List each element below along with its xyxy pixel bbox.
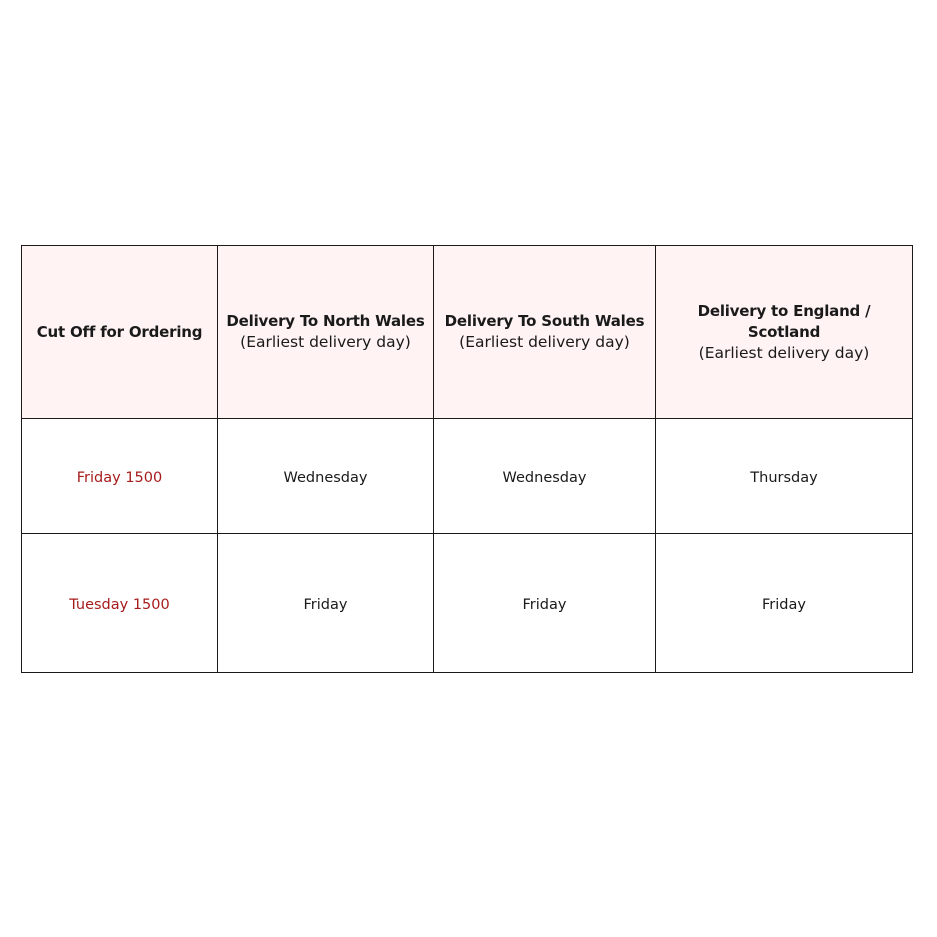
header-north-wales-subtitle: (Earliest delivery day) xyxy=(240,333,411,351)
england-scotland-cell xyxy=(656,419,913,534)
cutoff-value: Tuesday 1500 xyxy=(69,596,170,613)
england-scotland-value: Friday xyxy=(762,596,806,613)
header-cutoff-title: Cut Off for Ordering xyxy=(36,322,203,341)
table-header xyxy=(22,246,913,419)
header-england-scotland xyxy=(656,246,913,419)
header-england-scotland-subtitle: (Earliest delivery day) xyxy=(698,343,870,362)
header-north-wales-title: Delivery To North Wales xyxy=(226,312,425,330)
delivery-schedule-table xyxy=(21,245,913,673)
table-row xyxy=(22,534,913,673)
header-england-scotland-title: Delivery to England / Scotland xyxy=(697,301,871,341)
north-wales-value: Friday xyxy=(303,596,348,613)
north-wales-value: Wednesday xyxy=(283,469,368,486)
header-north-wales xyxy=(218,246,434,419)
south-wales-value: Friday xyxy=(522,596,567,613)
table-body xyxy=(22,419,913,673)
cutoff-value: Friday 1500 xyxy=(76,469,163,486)
cutoff-cell xyxy=(22,534,218,673)
south-wales-cell xyxy=(434,419,656,534)
south-wales-cell xyxy=(434,534,656,673)
header-south-wales-title: Delivery To South Wales xyxy=(444,312,645,330)
north-wales-cell xyxy=(218,419,434,534)
england-scotland-cell xyxy=(656,534,913,673)
england-scotland-value: Thursday xyxy=(750,469,818,486)
header-south-wales xyxy=(434,246,656,419)
south-wales-value: Wednesday xyxy=(502,469,587,486)
north-wales-cell xyxy=(218,534,434,673)
table-row xyxy=(22,419,913,534)
header-row xyxy=(22,246,913,419)
header-south-wales-subtitle: (Earliest delivery day) xyxy=(459,333,630,351)
cutoff-cell xyxy=(22,419,218,534)
header-cutoff xyxy=(22,246,218,419)
